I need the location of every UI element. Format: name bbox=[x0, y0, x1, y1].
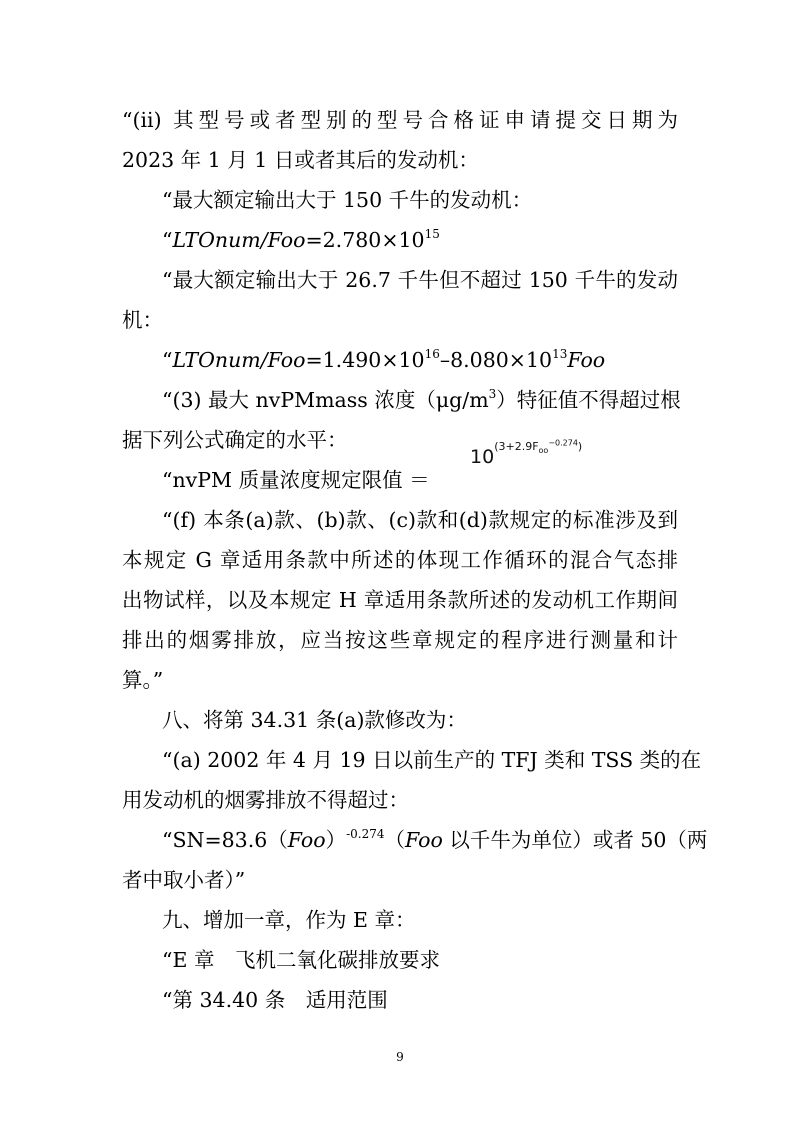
text-line-16: 用发动机的烟雾排放不得超过： bbox=[122, 788, 409, 812]
text-line-11: 出物试样，以及本规定 H 章适用条款所述的发动机工作期间 bbox=[122, 588, 678, 612]
text-part: ） bbox=[325, 828, 347, 852]
text-line-14: 八、将第 34.31 条(a)款修改为： bbox=[162, 708, 467, 732]
text-line-4: “最大额定输出大于 26.7 千牛但不超过 150 千牛的发动 bbox=[162, 268, 678, 292]
text-line-15: “(a) 2002 年 4 月 19 日以前生产的 TFJ 类和 TSS 类的在 bbox=[162, 748, 702, 772]
text-part: ）特征值不得超过根 bbox=[496, 388, 681, 412]
text-line-2: 2023 年 1 月 1 日或者其后的发动机： bbox=[122, 148, 479, 172]
formula-exponent-group: (3+2.9Foo−0.274) bbox=[494, 438, 583, 455]
formula-value-b: –8.080×10 bbox=[439, 348, 553, 372]
text-line-13: 算。” bbox=[122, 668, 164, 692]
formula-variable: Foo bbox=[405, 828, 443, 852]
formula-value: =2.780×10 bbox=[305, 228, 425, 252]
text-line-9: “(f) 本条(a)款、(b)款、(c)款和(d)款规定的标准涉及到 bbox=[162, 508, 678, 532]
text-part: 以千牛为单位）或者 50（两 bbox=[442, 828, 708, 852]
text-line-1: “(ii) 其型号或者型别的型号合格证申请提交日期为 bbox=[122, 108, 678, 132]
formula-lhs: LTOnum/Foo bbox=[172, 228, 306, 252]
text-line-12: 排出的烟雾排放，应当按这些章规定的程序进行测量和计 bbox=[122, 628, 678, 652]
quote-mark: “ bbox=[162, 348, 173, 372]
text-line-7: 据下列公式确定的水平： bbox=[122, 428, 348, 452]
text-line-3: “最大额定输出大于 150 千牛的发动机： bbox=[162, 188, 533, 212]
text-line-8: “nvPM 质量浓度规定限值 ＝ bbox=[162, 468, 430, 492]
page-number: 9 bbox=[396, 1050, 404, 1064]
unit-exponent: 3 bbox=[488, 387, 497, 402]
formula-value-a: =1.490×10 bbox=[305, 348, 425, 372]
text-line-5: 机： bbox=[122, 308, 163, 332]
formula-line-2 bbox=[162, 348, 605, 372]
chapter-heading: “E 章 飞机二氧化碳排放要求 bbox=[162, 948, 440, 972]
formula-variable: Foo bbox=[567, 348, 606, 372]
formula-base: 10 bbox=[470, 446, 495, 468]
nvpm-formula-image bbox=[470, 438, 583, 468]
text-line-10: 本规定 G 章适用条款中所述的体现工作循环的混合气态排 bbox=[122, 548, 678, 572]
formula-exponent: 15 bbox=[424, 227, 440, 242]
formula-line-1 bbox=[162, 228, 440, 252]
text-part: “SN=83.6（ bbox=[162, 828, 288, 852]
formula-line-3 bbox=[162, 828, 707, 852]
quote-mark: “ bbox=[162, 228, 173, 252]
formula-exponent-b: 13 bbox=[552, 347, 568, 362]
text-line-18: 九、增加一章，作为 E 章： bbox=[162, 908, 416, 932]
formula-variable: Foo bbox=[287, 828, 326, 852]
text-part: “(3) 最大 nvPMmass 浓度（μg/m bbox=[162, 388, 489, 412]
text-line-6 bbox=[162, 388, 681, 412]
text-part: （ bbox=[384, 828, 406, 852]
section-heading: “第 34.40 条 适用范围 bbox=[162, 988, 388, 1012]
formula-exponent-a: 16 bbox=[424, 347, 440, 362]
formula-exponent: -0.274 bbox=[346, 827, 385, 842]
formula-lhs: LTOnum/Foo bbox=[172, 348, 306, 372]
text-line-17: 者中取小者）” bbox=[122, 868, 246, 892]
